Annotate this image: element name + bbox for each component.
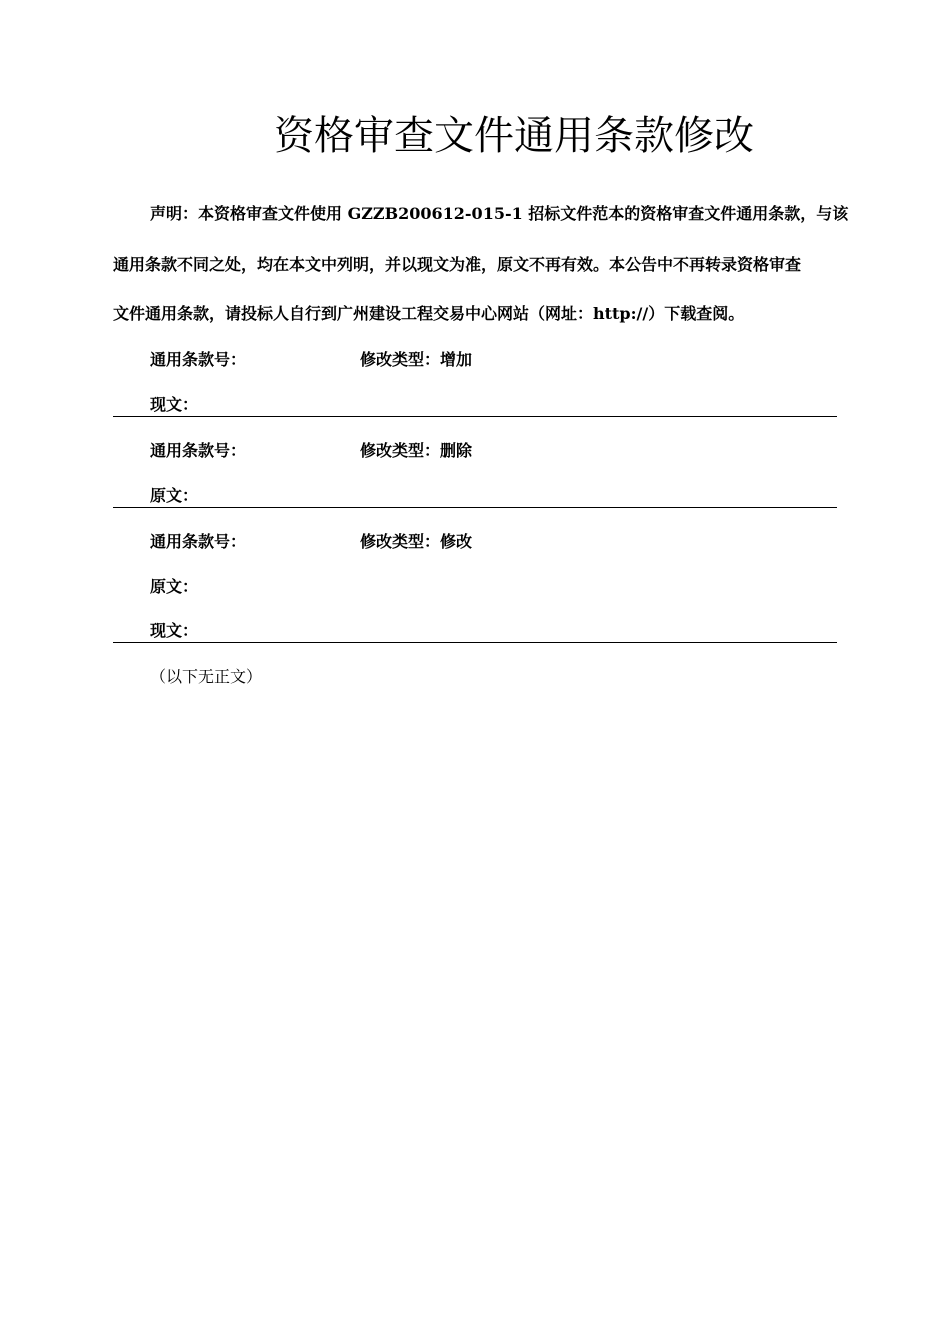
modification-type-label: 修改类型：增加 — [360, 350, 473, 369]
declaration-line-2: 通用条款不同之处，均在本文中列明，并以现文为准，原文不再有效。本公告中不再转录资格审查 — [113, 255, 802, 274]
declaration-line-3: 文件通用条款，请投标人自行到广州建设工程交易中心网站（网址：http://）下载查阅。 — [113, 304, 745, 323]
current-text-label: 现文： — [150, 621, 199, 640]
modification-type-label: 修改类型：删除 — [360, 441, 473, 460]
section-divider — [113, 507, 837, 508]
section-divider — [113, 416, 837, 417]
end-of-text-note: （以下无正文） — [150, 667, 263, 686]
document-title: 资格审查文件通用条款修改 — [274, 113, 754, 159]
original-text-label: 原文： — [150, 577, 199, 596]
declaration-line-1: 声明：本资格审查文件使用 GZZB200612-015-1 招标文件范本的资格审查文件通用条款，与该 — [150, 204, 849, 223]
section-divider — [113, 642, 837, 643]
original-text-label: 原文： — [150, 486, 199, 505]
current-text-label: 现文： — [150, 395, 199, 414]
clause-number-label: 通用条款号： — [150, 441, 247, 460]
modification-type-label: 修改类型：修改 — [360, 532, 473, 551]
clause-number-label: 通用条款号： — [150, 350, 247, 369]
clause-number-label: 通用条款号： — [150, 532, 247, 551]
